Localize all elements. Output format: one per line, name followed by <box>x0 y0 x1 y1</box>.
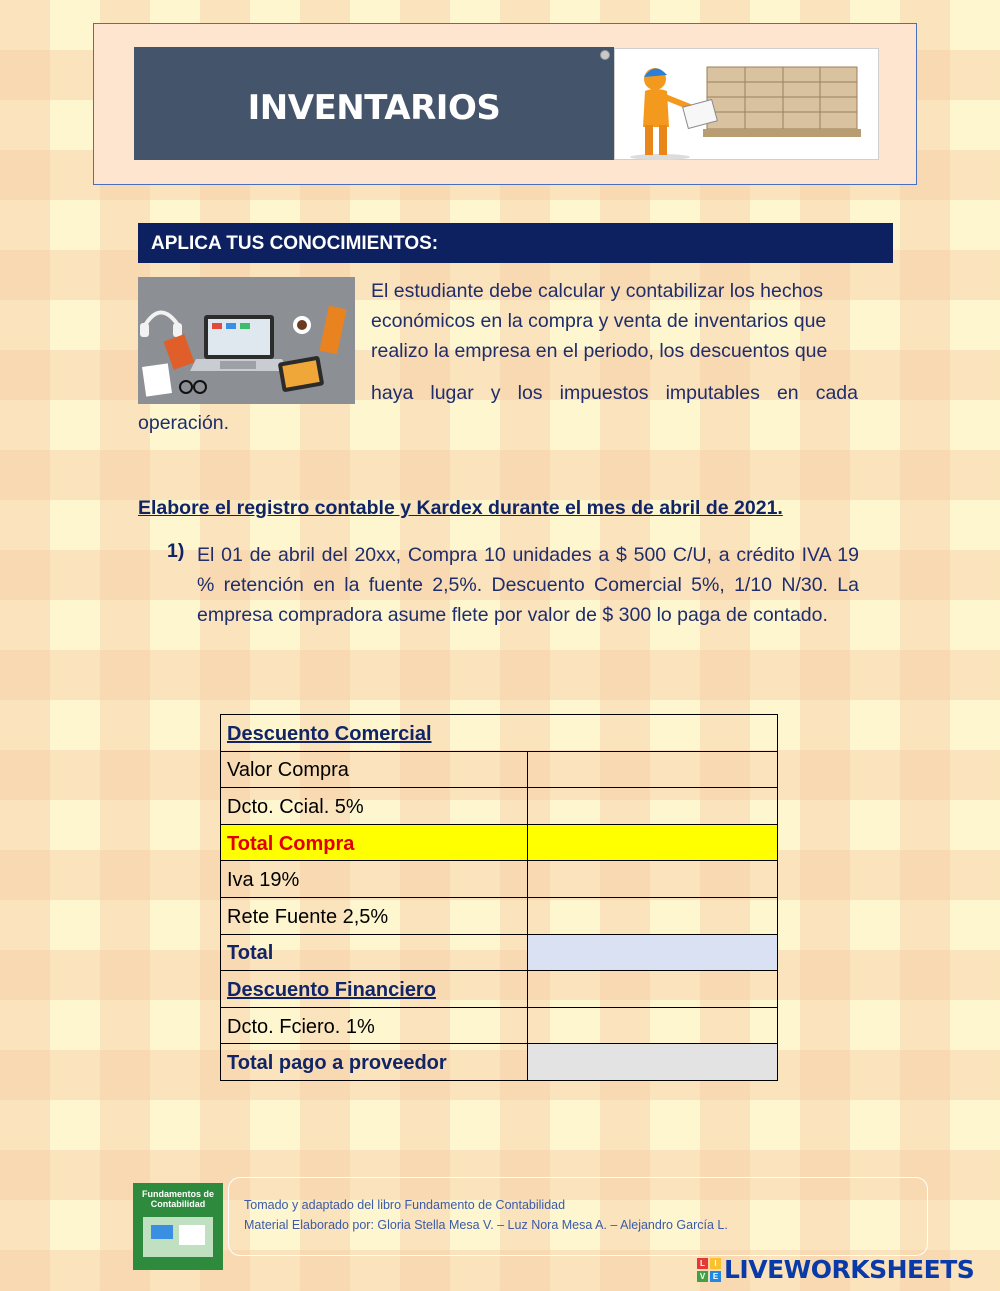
dcto-ccial-input[interactable] <box>534 793 771 821</box>
answer-cell <box>528 751 778 788</box>
intro-text-line-2: económicos en la compra y venta de inventarios que <box>371 310 827 332</box>
section-heading: APLICA TUS CONOCIMIENTOS: <box>138 223 893 263</box>
rete-fuente-input[interactable] <box>534 903 771 931</box>
cube-letter: I <box>710 1258 721 1269</box>
liveworksheets-wordmark: LIVEWORKSHEETS <box>724 1255 975 1284</box>
intro-text-line-1: El estudiante debe calcular y contabilizar los hechos <box>371 280 824 302</box>
answer-cell <box>528 934 778 971</box>
row-label: Total pago a proveedor <box>221 1044 528 1081</box>
page-title: INVENTARIOS <box>247 87 501 128</box>
table-row-total <box>221 1044 778 1081</box>
total-pago-proveedor-input[interactable] <box>534 1050 771 1078</box>
credits-source: Tomado y adaptado del libro Fundamento de Contabilidad <box>244 1198 566 1212</box>
row-label: Rete Fuente 2,5% <box>221 897 528 934</box>
table-row <box>221 1007 778 1044</box>
table-row-total <box>221 934 778 971</box>
cube-letter: L <box>697 1258 708 1269</box>
total-compra-input[interactable] <box>534 830 771 858</box>
table-row <box>221 751 778 788</box>
iva-input[interactable] <box>534 867 771 895</box>
question-text: El 01 de abril del 20xx, Compra 10 unidades a $ 500 C/U, a crédito IVA 19 % retención en la fuente 2,5%. Descuento Comercial 5%, 1/10 N/30. La empresa compradora asume flete por valor de $ 300 lo paga de contado. <box>197 544 859 626</box>
worker-figure <box>630 68 717 160</box>
answer-cell <box>528 788 778 825</box>
dcto-fciero-input[interactable] <box>534 1013 771 1041</box>
credits-authors: Material Elaborado por: Gloria Stella Mesa V. – Luz Nora Mesa A. – Alejandro García L. <box>244 1218 728 1232</box>
answer-cell <box>528 1044 778 1081</box>
table-row <box>221 861 778 898</box>
credits-box <box>228 1177 928 1256</box>
table-section-header <box>221 971 778 1008</box>
assignment-title: Elabore el registro contable y Kardex durante el mes de abril de 2021. <box>138 497 783 519</box>
title-banner <box>134 47 614 160</box>
valor-compra-input[interactable] <box>534 757 771 785</box>
answer-cell <box>528 897 778 934</box>
box-stack <box>703 67 861 137</box>
book-title-line-1: Fundamentos de <box>141 1189 215 1199</box>
answer-cell <box>528 824 778 861</box>
table-row <box>221 897 778 934</box>
laptop-workspace-illustration <box>138 277 355 404</box>
row-label: Dcto. Ccial. 5% <box>221 788 528 825</box>
section-financial-discount: Descuento Financiero <box>221 971 528 1008</box>
intro-text-line-3: realizo la empresa en el periodo, los descuentos que <box>371 340 828 362</box>
table-section-header <box>221 715 778 752</box>
discount-calculation-table <box>220 714 778 1081</box>
warehouse-illustration <box>614 48 879 160</box>
section-commercial-discount: Descuento Comercial <box>221 715 778 752</box>
book-title-line-2: Contabilidad <box>150 1199 206 1209</box>
liveworksheets-logo[interactable] <box>697 1255 974 1284</box>
row-label: Total <box>221 934 528 971</box>
row-label: Total Compra <box>221 824 528 861</box>
intro-text-line-4: haya lugar y los impuestos imputables en cada <box>371 382 858 404</box>
table-row <box>221 788 778 825</box>
laptop <box>190 315 288 371</box>
resize-handle-dot <box>600 50 610 60</box>
intro-text-line-5: operación. <box>138 412 230 434</box>
answer-cell <box>528 861 778 898</box>
cube-letter: V <box>697 1271 708 1282</box>
row-label: Iva 19% <box>221 861 528 898</box>
total-input[interactable] <box>534 940 771 968</box>
row-label: Dcto. Fciero. 1% <box>221 1007 528 1044</box>
cube-letter: E <box>710 1271 721 1282</box>
table-row-highlighted <box>221 824 778 861</box>
empty-cell <box>528 971 778 1008</box>
question-number: 1) <box>167 540 185 562</box>
liveworksheets-cube-icon <box>697 1258 721 1282</box>
row-label: Valor Compra <box>221 751 528 788</box>
answer-cell <box>528 1007 778 1044</box>
book-cover-thumbnail <box>133 1183 223 1270</box>
